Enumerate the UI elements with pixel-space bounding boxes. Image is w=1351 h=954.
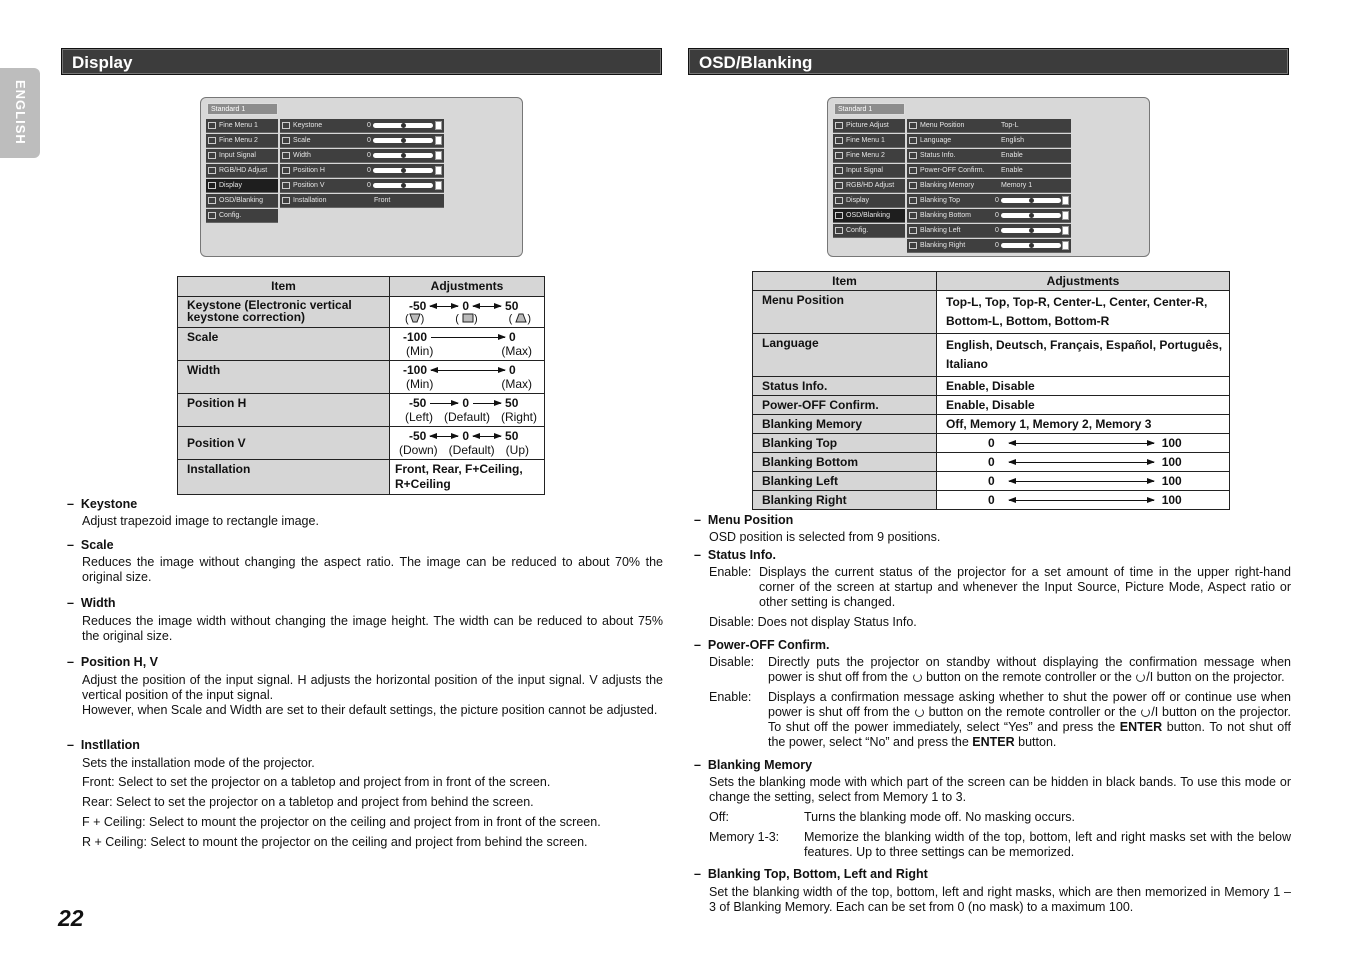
width-heading: – Width	[67, 596, 116, 610]
osd-item-width: Width 0	[280, 149, 444, 163]
row-item: Status Info.	[753, 377, 937, 396]
osd-menu-item: Fine Menu 2	[206, 134, 278, 148]
osd-item-status-info: Status Info. Enable	[907, 149, 1071, 163]
row-item: Language	[753, 334, 937, 377]
table-row	[178, 394, 545, 427]
blanking-memory-heading: – Blanking Memory	[694, 758, 813, 772]
blanking-sides-heading: – Blanking Top, Bottom, Left and Right	[694, 867, 928, 881]
display-adjust-table	[177, 276, 545, 495]
scale-heading: – Scale	[67, 538, 114, 552]
osd-menu-item: Display	[833, 194, 905, 208]
power-icon	[1141, 708, 1150, 717]
osd-item-position-v: Position V 0	[280, 179, 444, 193]
osd-menu-item-selected: Display	[206, 179, 278, 193]
osd-menu-item: OSD/Blanking	[206, 194, 278, 208]
installation-front: Front: Select to set the projector on a tabletop and project from in front of the screen.	[82, 775, 551, 789]
status-info-enable-text: Displays the current status of the projector for a set amount of time in the upper right-hand corner of the screen at startup and whenever the Input Source, Picture Mode, Aspect ratio or other setting is changed.	[759, 565, 1291, 609]
installation-text: Sets the installation mode of the projector.	[82, 756, 315, 770]
power-off-enable-label: Enable:	[709, 690, 752, 704]
osd-item-blanking-bottom: Blanking Bottom 0	[907, 209, 1071, 223]
inverse-trapezoid-icon: ( )	[508, 313, 531, 325]
table-row	[178, 361, 545, 394]
osd-item-position-h: Position H 0	[280, 164, 444, 178]
menu-position-heading: – Menu Position	[694, 513, 794, 527]
display-title: Display	[72, 53, 133, 72]
table-row	[753, 453, 1230, 472]
status-info-heading: – Status Info.	[694, 548, 776, 562]
table-header-item: Item	[178, 277, 390, 297]
power-off-enable-text: Displays a confirmation message asking whether to shut the power off or continue use when power is shut off from the button on the remote controller or the /I button on the projector. To shut off the power immediately, select “Yes” and press the ENTER button. To not shut off the power, select “No” and press the ENTER button.	[768, 690, 1291, 749]
row-adjustments: English, Deutsch, Français, Español, Português, Italiano	[937, 334, 1230, 377]
row-item: Width	[178, 361, 390, 394]
osd-blanking-adjust-table	[752, 271, 1230, 510]
table-row	[753, 396, 1230, 415]
keystone-text: Adjust trapezoid image to rectangle image.	[82, 514, 319, 528]
osd-menu-item-selected: OSD/Blanking	[833, 209, 905, 223]
osd-item-blanking-right: Blanking Right 0	[907, 239, 1071, 253]
row-adjustments: Top-L, Top, Top-R, Center-L, Center, Center-R, Bottom-L, Bottom, Bottom-R	[937, 291, 1230, 334]
osd-blanking-osd-screen	[827, 97, 1150, 257]
row-item: Scale	[178, 328, 390, 361]
osd-menu-item: Input Signal	[206, 149, 278, 163]
osd-menu-item: Config.	[833, 224, 905, 238]
page-number: 22	[58, 905, 84, 931]
osd-item-blanking-left: Blanking Left 0	[907, 224, 1071, 238]
position-text: Adjust the position of the input signal. H adjusts the horizontal position of the input signal. V adjusts the vertical position of the input signal.	[82, 673, 663, 702]
osd-menu-item: Fine Menu 1	[206, 119, 278, 133]
table-row	[178, 427, 545, 460]
row-adjustments: 0 100	[937, 472, 1230, 491]
osd-item-scale: Scale 0	[280, 134, 444, 148]
row-item: Blanking Right	[753, 491, 937, 510]
osd-item-menu-position: Menu Position Top-L	[907, 119, 1071, 133]
table-row	[753, 334, 1230, 377]
width-text: Reduces the image width without changing the image height. The width can be reduced to about 75% the original size.	[82, 614, 663, 643]
row-item: Blanking Left	[753, 472, 937, 491]
position-heading: – Position H, V	[67, 655, 158, 669]
table-header-item: Item	[753, 272, 937, 291]
row-item: Power-OFF Confirm.	[753, 396, 937, 415]
installation-r-ceiling: R + Ceiling: Select to mount the projector on the ceiling and project from behind the screen.	[82, 835, 588, 849]
power-icon	[1136, 673, 1145, 682]
osd-menu-item: Input Signal	[833, 164, 905, 178]
installation-f-ceiling: F + Ceiling: Select to mount the projector on the ceiling and project from in front of the screen.	[82, 815, 601, 829]
installation-heading: – Instllation	[67, 738, 140, 752]
osd-menu-item: Picture Adjust	[833, 119, 905, 133]
trapezoid-icon: ( )	[405, 313, 425, 325]
scale-text: Reduces the image without changing the aspect ratio. The image can be reduced to about 70% the original size.	[82, 555, 663, 584]
osd-item-blanking-memory: Blanking Memory Memory 1	[907, 179, 1071, 193]
status-info-enable-label: Enable:	[709, 565, 752, 579]
osd-menu-item: Fine Menu 1	[833, 134, 905, 148]
osd-item-installation: Installation Front	[280, 194, 444, 208]
blanking-off-label: Off:	[709, 810, 729, 824]
osd-item-blanking-top: Blanking Top 0	[907, 194, 1071, 208]
table-row	[753, 291, 1230, 334]
row-item: Blanking Top	[753, 434, 937, 453]
row-item: Position H	[178, 394, 390, 427]
language-tab-label: ENGLISH	[13, 80, 28, 145]
osd-menu-item: Config.	[206, 209, 278, 223]
osd-blanking-title: OSD/Blanking	[699, 53, 813, 72]
osd-blanking-section-header	[688, 48, 1289, 75]
table-row	[178, 297, 545, 328]
row-adjustments: 0 100	[937, 491, 1230, 510]
display-osd-screen	[200, 97, 523, 257]
osd-item-keystone: Keystone 0	[280, 119, 444, 133]
row-adjustments: -50 0 50 ( ) ( ) ( )	[390, 297, 545, 328]
rectangle-icon: ( )	[455, 313, 478, 325]
blanking-memory-detail: Memorize the blanking width of the top, bottom, left and right masks set with the below features. Up to three settings can be memorized.	[804, 830, 1291, 859]
blanking-off-text: Turns the blanking mode off. No masking occurs.	[804, 810, 1075, 824]
row-item: Installation	[178, 460, 390, 495]
table-row	[753, 491, 1230, 510]
power-icon	[915, 708, 924, 717]
table-row	[753, 377, 1230, 396]
blanking-sides-text: Set the blanking width of the top, bottom, left and right masks, which are then memorized in Memory 1 – 3 of Blanking Memory. Each can be set from 0 (no mask) to a maximum 100.	[709, 885, 1291, 914]
row-adjustments: Enable, Disable	[937, 377, 1230, 396]
osd-menu-item: RGB/HD Adjust	[833, 179, 905, 193]
keystone-heading: – Keystone	[67, 497, 138, 511]
row-adjustments: -50 0 50 (Left) (Default) (Right)	[390, 394, 545, 427]
row-adjustments: Off, Memory 1, Memory 2, Memory 3	[937, 415, 1230, 434]
table-row	[753, 434, 1230, 453]
position-note: However, when Scale and Width are set to their default settings, the picture position cannot be adjusted.	[82, 703, 658, 717]
osd-header: Standard 1	[834, 103, 905, 115]
osd-item-language: Language English	[907, 134, 1071, 148]
row-item: Keystone (Electronic vertical keystone correction)	[178, 297, 390, 328]
installation-rear: Rear: Select to set the projector on a tabletop and project from behind the screen.	[82, 795, 534, 809]
osd-menu-item: RGB/HD Adjust	[206, 164, 278, 178]
power-off-heading: – Power-OFF Confirm.	[694, 638, 830, 652]
row-adjustments: 0 100	[937, 434, 1230, 453]
osd-item-power-off-confirm: Power-OFF Confirm. Enable	[907, 164, 1071, 178]
table-row	[178, 328, 545, 361]
display-section-header	[61, 48, 662, 75]
row-item: Position V	[178, 427, 390, 460]
power-off-disable-label: Disable:	[709, 655, 755, 669]
table-row	[753, 472, 1230, 491]
power-off-disable-text: Directly puts the projector on standby without displaying the confirmation message when power is shut off from the button on the remote controller or the /I button on the projector.	[768, 655, 1291, 684]
row-adjustments: Enable, Disable	[937, 396, 1230, 415]
language-tab	[0, 68, 40, 158]
row-item: Menu Position	[753, 291, 937, 334]
blanking-memory-label: Memory 1-3:	[709, 830, 780, 844]
row-adjustments: 0 100	[937, 453, 1230, 472]
row-item: Blanking Memory	[753, 415, 937, 434]
table-header-adjustments: Adjustments	[937, 272, 1230, 291]
row-item: Blanking Bottom	[753, 453, 937, 472]
row-adjustments: Front, Rear, F+Ceiling, R+Ceiling	[390, 460, 545, 495]
table-row	[753, 415, 1230, 434]
power-icon	[913, 673, 922, 682]
blanking-memory-text: Sets the blanking mode with which part of the screen can be hidden in black bands. To use this mode or change the setting, select from Memory 1 to 3.	[709, 775, 1291, 804]
osd-header: Standard 1	[207, 103, 278, 115]
table-row	[178, 460, 545, 495]
row-adjustments: -100 0 (Min) (Max)	[390, 361, 545, 394]
row-adjustments: -100 0 (Min) (Max)	[390, 328, 545, 361]
osd-menu-item: Fine Menu 2	[833, 149, 905, 163]
menu-position-text: OSD position is selected from 9 positions.	[709, 530, 941, 544]
status-info-disable-text: Disable: Does not display Status Info.	[709, 615, 917, 629]
row-adjustments: -50 0 50 (Down) (Default) (Up)	[390, 427, 545, 460]
table-header-adjustments: Adjustments	[390, 277, 545, 297]
